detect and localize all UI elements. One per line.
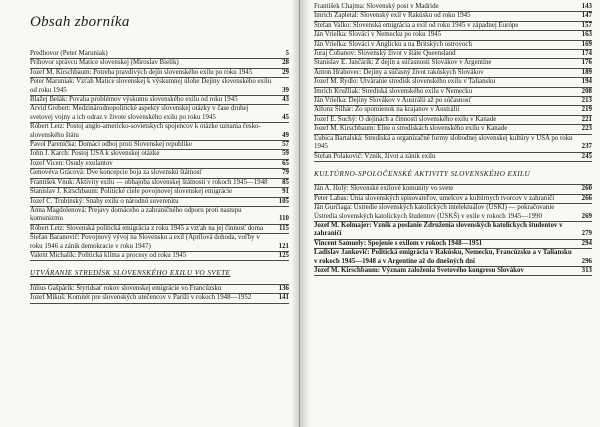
toc-entry-page: 59 <box>282 150 289 158</box>
toc-column-left <box>30 50 289 304</box>
toc-entry-page: 221 <box>581 115 592 123</box>
toc-entry-text: Vincent Samuely: Spojenie s exilom v rokoch 1948—1951 <box>314 239 483 247</box>
toc-entry-text: Juraj Čobanov: Slovenský život v štáte Queensland <box>314 50 456 58</box>
toc-entry-page: 147 <box>581 12 592 20</box>
toc-entry <box>30 294 289 303</box>
toc-entry-text: František Vnuk: Aktivity exilu — obhajoba slovenskej štátnosti v rokoch 1945—1948 <box>30 178 268 186</box>
toc-entry-page: 39 <box>282 86 289 94</box>
toc-entry-page: 194 <box>581 78 592 86</box>
toc-entry-page: 279 <box>581 230 592 238</box>
toc-entry-page: 313 <box>581 266 592 274</box>
toc-entry <box>314 204 592 222</box>
toc-entry-page: 213 <box>581 97 592 105</box>
toc-entry-text: Ján Vrielka: Slováci v Anglicku a na Britských ostrovoch <box>314 40 472 48</box>
toc-entry-text: Predhovor (Peter Maruniak) <box>30 50 108 57</box>
toc-entry-page: 260 <box>581 185 592 193</box>
toc-entry <box>30 179 289 188</box>
toc-entry-text: Ladislav Janković: Politická emigrácia v Rakúsku, Nemecku, Francúzsku a v Taliansku v rokoch 1945—1948 a v Argentíne až do dnešných dní <box>314 249 572 265</box>
toc-column-right <box>314 3 592 276</box>
toc-entry-page: 189 <box>581 68 592 76</box>
toc-entry-page: 49 <box>282 131 289 139</box>
toc-entry-page: 28 <box>282 59 289 67</box>
toc-entry-page: 79 <box>282 169 289 177</box>
toc-entry-text: Imrich Kružliak: Strediská slovenského exilu v Nemecku <box>314 87 473 95</box>
toc-entry-text: Genovéva Grácová: Dve koncepcie boja za slovenskú štátnosť <box>30 169 203 177</box>
toc-entry-page: 269 <box>581 212 592 220</box>
toc-entry <box>314 153 592 162</box>
toc-entry-page: 121 <box>278 242 289 250</box>
toc-entry-text: Ján Vrielka: Dejiny Slovákov v Austrálii až po súčasnosť <box>314 97 472 105</box>
toc-entry <box>314 267 592 276</box>
toc-entry-text: Jozef M. Kirschbaum: Elite o strediskách slovenského exilu v Kanade <box>314 125 508 133</box>
toc-entry-page: 157 <box>581 21 592 29</box>
toc-entry <box>314 12 592 21</box>
toc-entry-text: Štefan Valko: Slovenská emigrácia a exil od roku 1945 v západnej Európe <box>314 21 519 29</box>
toc-entry-text: Valent Michalík: Politická klíma a procesy od roku 1945 <box>30 251 187 259</box>
toc-entry <box>314 69 592 78</box>
toc-entry <box>314 41 592 50</box>
toc-entry-page: 110 <box>279 215 289 223</box>
toc-entry-text: Július Gašpárik: Štyridsať rokov slovenskej emigrácie vo Francúzsku <box>30 284 222 292</box>
toc-entry-text: Peter Labas: Únia slovenských spisovateľov, umelcov a kultúrnych tvorcov v zahraničí <box>314 194 555 202</box>
toc-entry <box>314 88 592 97</box>
toc-entry <box>30 285 289 294</box>
toc-entry-text: Stanislav E. Jančárik: Z dejín a súčasnosti Slovákov v Argentíne <box>314 59 492 67</box>
toc-entry <box>314 222 592 240</box>
toc-entry-text: Príhovor správcu Matice slovenskej (Miroslav Bielik) <box>30 59 179 67</box>
toc-entry-page: 65 <box>282 159 289 167</box>
toc-entry <box>30 160 289 169</box>
toc-entry-text: Blažej Belák: Povaha problémov výskumu slovenského exilu od roku 1945 <box>30 96 238 104</box>
toc-entry-page: 125 <box>278 251 289 259</box>
toc-entry <box>30 252 289 261</box>
toc-entry-text: Peter Maruniak: Vzťah Matice slovenskej k výskumnej úlohe Dejiny slovenského exilu od roku 1945 <box>30 78 272 94</box>
toc-entry-page: 43 <box>282 96 289 104</box>
toc-entry-text: Jozef Mikuš: Komitét pre slovenských utečencov v Paríži v rokoch 1948—1952 <box>30 294 252 302</box>
toc-entry <box>314 50 592 59</box>
toc-entry-page: 296 <box>581 257 592 265</box>
toc-entry-text: Ján A. Holý: Slovenské exilové komunity vo svete <box>314 185 454 193</box>
toc-entry <box>314 249 592 267</box>
toc-entry-text: Jozef E. Suchý: O dejinách a činnosti slovenského exilu v Kanade <box>314 115 497 123</box>
toc-entry-page: 174 <box>581 50 592 58</box>
toc-entry-page: 57 <box>282 141 289 149</box>
toc-entry-text: Anna Magdolenová: Prejavy domáceho a zahraničného odporu proti nastupu komunizmu <box>30 206 242 223</box>
toc-entry-page: 163 <box>581 31 592 39</box>
toc-entry <box>30 207 289 225</box>
toc-entry-page: 176 <box>581 59 592 67</box>
toc-entry <box>30 59 289 68</box>
toc-entry <box>314 3 592 12</box>
section-heading: UTVÁRANIE STREDÍSK SLOVENSKÉHO EXILU VO SVETE <box>30 261 289 284</box>
toc-entry-page: 136 <box>278 284 289 292</box>
toc-entry-text: František Chajma: Slovenský post v Madride <box>314 3 439 10</box>
toc-entry <box>30 105 289 123</box>
toc-entry <box>30 198 289 207</box>
toc-entry-text: Jozef M. Kirschbaum: Potreba pravdivých dejín slovenského exilu po roku 1945 <box>30 68 253 76</box>
toc-entry-text: Štefan Polakovič: Vznik, život a zánik exilu <box>314 152 436 160</box>
toc-entry-text: Stanislav J. Kirschbaum: Politické ciele povojnovej slovenskej emigrácie <box>30 188 233 196</box>
toc-entry-text: Jozef M. Kolmajer: Vznik a poslanie Združenia slovenských katolíckych študentov v zahraničí <box>314 221 563 238</box>
toc-entry-page: 115 <box>279 224 289 232</box>
toc-entry-page: 237 <box>581 143 592 151</box>
toc-entry <box>314 31 592 40</box>
page-title: Obsah zborníka <box>30 14 130 30</box>
toc-entry <box>30 123 289 141</box>
toc-entry-page: 45 <box>282 113 289 121</box>
toc-entry <box>314 116 592 125</box>
toc-entry <box>30 50 289 59</box>
toc-entry-text: Jozef M. Kirschbaum: Význam založenia Svetového kongresu Slovákov <box>314 266 524 274</box>
toc-entry-page: 29 <box>282 68 289 76</box>
toc-entry-page: 169 <box>581 40 592 48</box>
toc-entry <box>30 150 289 159</box>
toc-entry <box>30 188 289 197</box>
toc-entry-text: Jozef M. Rydlo: Utváranie stredísk slovenského exilu v Taliansku <box>314 78 496 86</box>
toc-entry <box>314 195 592 204</box>
toc-entry-page: 294 <box>581 239 592 247</box>
toc-entry-text: Anton Hrabovec: Dejiny a súčasný život rakúskych Slovákov <box>314 68 484 76</box>
toc-entry <box>314 106 592 115</box>
toc-entry-page: 91 <box>282 188 289 196</box>
toc-entry-page: 219 <box>581 106 592 114</box>
toc-entry-text: Jozef Vicen: Osudy exulantov <box>30 159 113 167</box>
toc-entry-text: Imrich Zapletal: Slovenský exil v Rakúsku od roku 1945 <box>314 12 471 20</box>
toc-entry <box>30 141 289 150</box>
toc-entry-text: Róbert Letz: Slovenská politická emigrácia z roku 1945 a vzťah na jej činnosť doma <box>30 224 264 232</box>
toc-entry-text: Jozef C. Trubinský: Snahy exilu o národnú suverenitu <box>30 197 179 205</box>
toc-entry <box>30 69 289 78</box>
toc-entry <box>314 135 592 153</box>
toc-entry <box>314 59 592 68</box>
toc-entry-page: 223 <box>581 125 592 133</box>
toc-entry <box>314 125 592 134</box>
toc-entry-page: 266 <box>581 194 592 202</box>
toc-entry-text: Arvid Grebert: Medzinárodnopolitické aspekty slovenskej otázky v čase druhej svetovej vojny a ich odraz v živote slovenského exilu po roku 1945 <box>30 105 249 121</box>
toc-entry <box>30 225 289 234</box>
toc-entry-text: Štefan Baranovič: Povojnový vývoj na Slovensku a exil (Aprílová dohoda, voľby v roku 1946 a zánik demokracie v roku 1947) <box>30 234 260 250</box>
toc-entry-page: 208 <box>581 87 592 95</box>
toc-entry-text: John J. Karch: Postoj USA k slovenskej otázke <box>30 150 160 158</box>
toc-entry-text: Ján Gurčiaga: Ústredie slovenských katolíckych intelektuálov (USKI) — pokračovanie Ústredia slovenských katolíckych študentov (ÚSKŠ) v exile v rokoch 1945—1990 <box>314 204 555 220</box>
toc-entry-page: 85 <box>282 178 289 186</box>
toc-entry <box>314 240 592 249</box>
toc-entry <box>314 78 592 87</box>
toc-entry-text: Alfonz Šilhár: Zo spomienok na krajanov v Austrálii <box>314 106 460 114</box>
toc-entry-page: 143 <box>581 3 592 10</box>
toc-entry <box>30 169 289 178</box>
toc-entry <box>30 96 289 105</box>
toc-entry-text: Róbert Letz: Postoj anglo-americko-sovietskych spojencov k otázke uznania česko-slovenského štátu <box>30 123 261 139</box>
toc-entry <box>314 185 592 194</box>
toc-entry-page: 141 <box>278 294 289 302</box>
toc-entry <box>314 22 592 31</box>
toc-entry-page: 105 <box>278 197 289 205</box>
section-heading: KULTÚRNO-SPOLOČENSKÉ AKTIVITY SLOVENSKÉHO EXILU <box>314 162 592 185</box>
toc-entry <box>30 234 289 252</box>
toc-entry-text: Pavol Parenička: Domáci odboj proti Slovenskej republike <box>30 141 192 149</box>
toc-entry-page: 245 <box>581 152 592 160</box>
toc-entry-page: 5 <box>285 50 289 57</box>
toc-entry <box>30 78 289 96</box>
right-page <box>300 0 600 427</box>
toc-entry-text: Ľubica Bartalská: Strediská a organizačné formy slobodnej slovenskej kultúry v USA po roku 1945 <box>314 134 573 151</box>
toc-entry-text: Ján Vrielka: Slováci v Nemecku po roku 1945 <box>314 31 442 39</box>
